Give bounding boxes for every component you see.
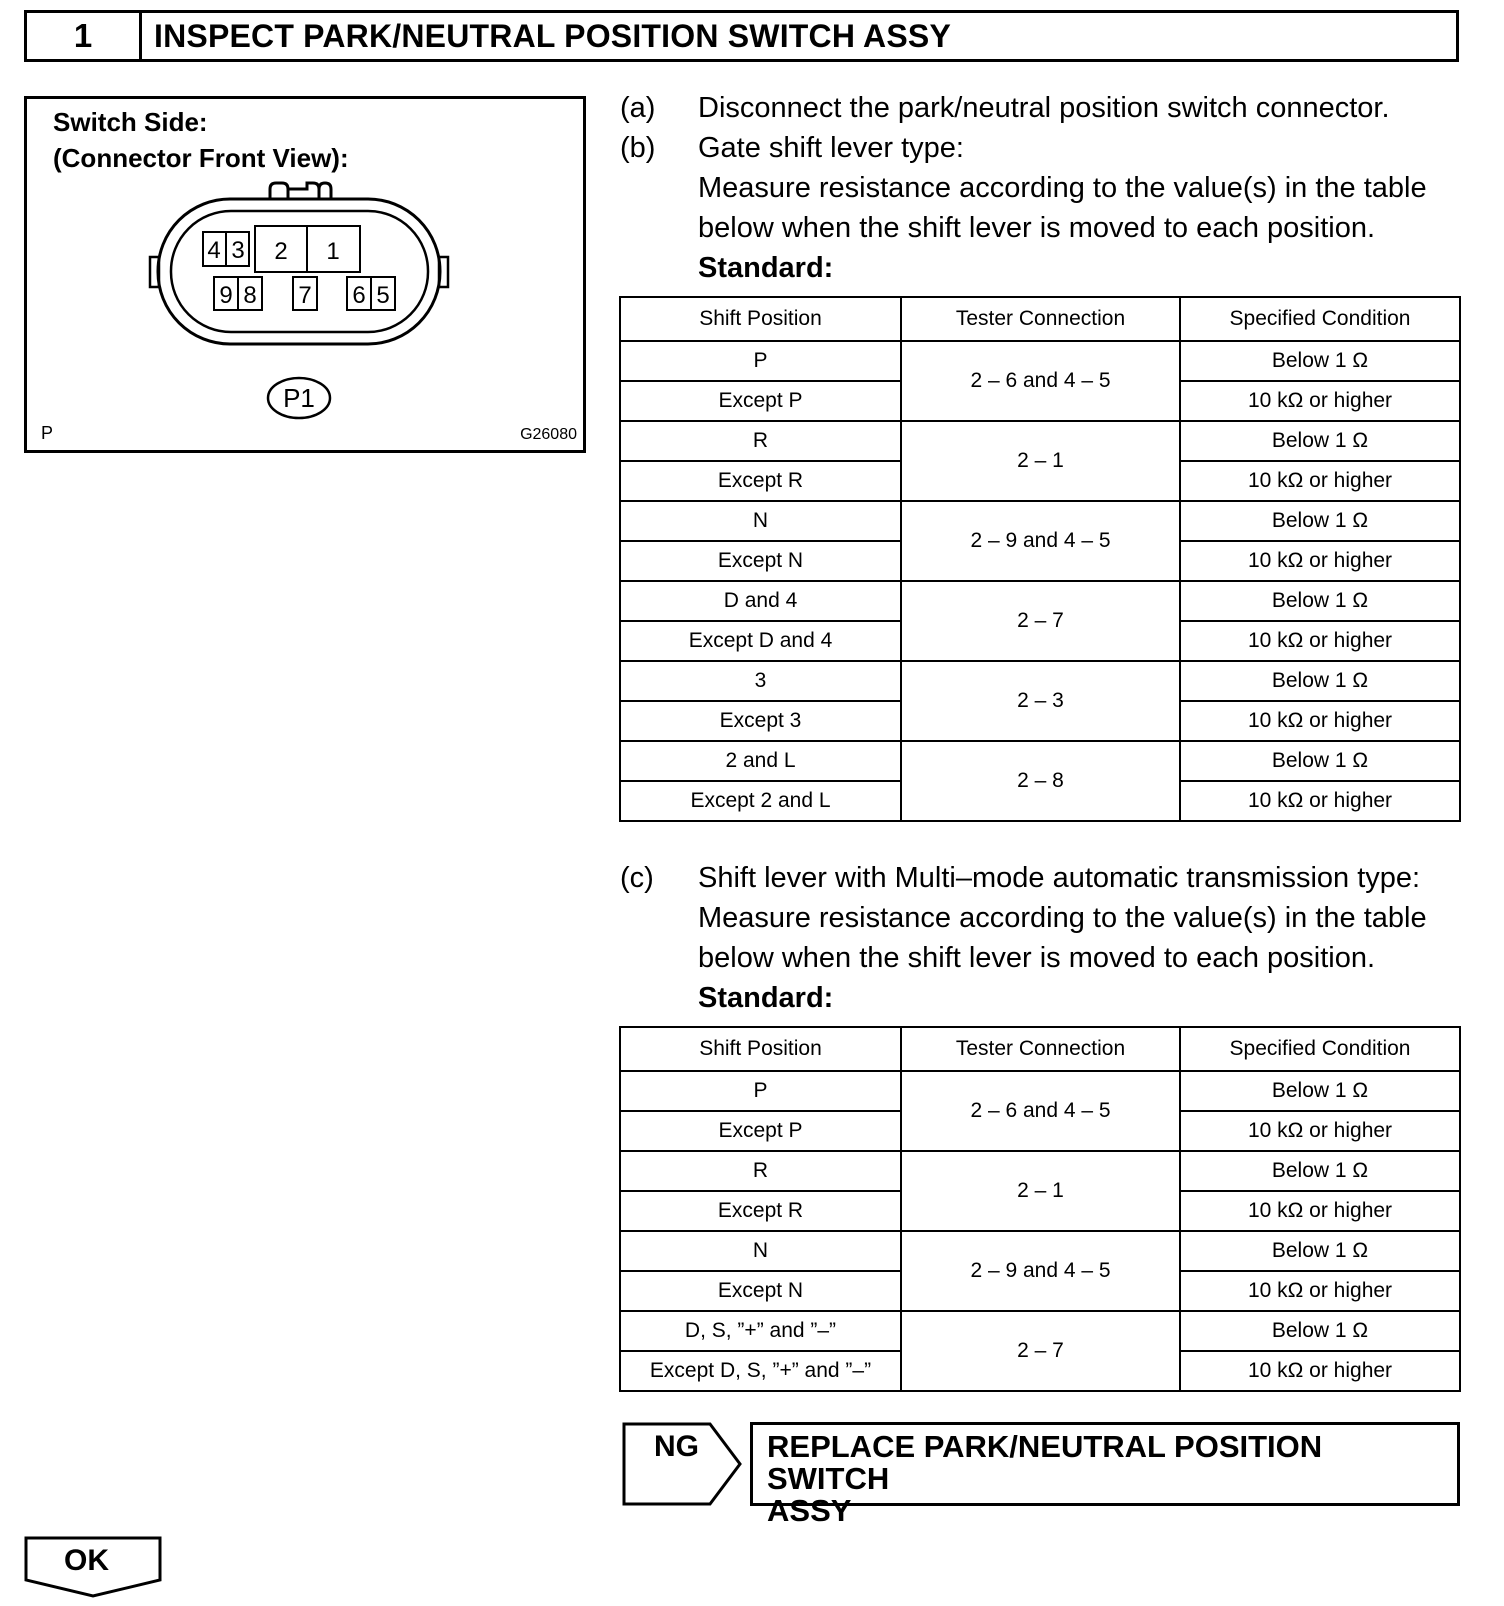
cell-position: N (620, 501, 901, 541)
cell-connection: 2 – 9 and 4 – 5 (901, 1231, 1180, 1311)
ng-result-button[interactable] (622, 1422, 742, 1506)
cell-condition: 10 kΩ or higher (1180, 461, 1460, 501)
pin-label: 6 (352, 282, 366, 309)
header-shift-position: Shift Position (620, 1027, 901, 1071)
connector-code: P1 (283, 383, 315, 413)
figure-id: G26080 (520, 426, 577, 443)
cell-condition: Below 1 Ω (1180, 501, 1460, 541)
cell-condition: 10 kΩ or higher (1180, 381, 1460, 421)
cell-condition: 10 kΩ or higher (1180, 1271, 1460, 1311)
cell-connection: 2 – 1 (901, 1151, 1180, 1231)
cell-position: P (620, 1071, 901, 1111)
table-row (620, 1151, 1460, 1191)
cell-position: Except R (620, 461, 901, 501)
cell-position: Except 2 and L (620, 781, 901, 821)
table-row (620, 1071, 1460, 1111)
cell-position: R (620, 421, 901, 461)
cell-connection: 2 – 6 and 4 – 5 (901, 1071, 1180, 1151)
ok-result-button[interactable] (24, 1536, 162, 1600)
step-a-text: Disconnect the park/neutral position switch connector. (698, 92, 1390, 124)
step-c-standard: Standard: (698, 982, 834, 1014)
header-tester-connection: Tester Connection (901, 1027, 1180, 1071)
header-tester-connection: Tester Connection (901, 297, 1180, 341)
cell-position: Except R (620, 1191, 901, 1231)
cell-condition: 10 kΩ or higher (1180, 1351, 1460, 1391)
figure-label-side: Switch Side: (53, 107, 208, 137)
cell-condition: 10 kΩ or higher (1180, 621, 1460, 661)
pin-label: 3 (231, 237, 245, 264)
step-header (24, 10, 1459, 62)
cell-position: P (620, 341, 901, 381)
cell-connection: 2 – 7 (901, 1311, 1180, 1391)
step-b-label: (b) (620, 132, 656, 164)
cell-position: 3 (620, 661, 901, 701)
step-b-line2: Measure resistance according to the value(s) in the table (698, 172, 1427, 204)
pin-label: 9 (219, 282, 233, 309)
cell-position: 2 and L (620, 741, 901, 781)
cell-connection: 2 – 1 (901, 421, 1180, 501)
cell-condition: Below 1 Ω (1180, 421, 1460, 461)
cell-condition: Below 1 Ω (1180, 1151, 1460, 1191)
cell-position: D, S, ”+” and ”–” (620, 1311, 901, 1351)
cell-condition: 10 kΩ or higher (1180, 1111, 1460, 1151)
pin-label: 8 (243, 282, 257, 309)
cell-condition: 10 kΩ or higher (1180, 1191, 1460, 1231)
cell-position: Except N (620, 1271, 901, 1311)
cell-position: R (620, 1151, 901, 1191)
pin-label: 1 (326, 238, 340, 265)
step-b-line1: Gate shift lever type: (698, 132, 964, 164)
cell-condition: 10 kΩ or higher (1180, 781, 1460, 821)
spec-table-multimode (619, 1026, 1461, 1392)
step-b-line3: below when the shift lever is moved to each position. (698, 212, 1376, 244)
cell-condition: 10 kΩ or higher (1180, 701, 1460, 741)
cell-position: N (620, 1231, 901, 1271)
cell-condition: Below 1 Ω (1180, 1231, 1460, 1271)
figure-label-view: (Connector Front View): (53, 143, 349, 173)
cell-condition: 10 kΩ or higher (1180, 541, 1460, 581)
cell-connection: 2 – 9 and 4 – 5 (901, 501, 1180, 581)
cell-connection: 2 – 6 and 4 – 5 (901, 341, 1180, 421)
table-row (620, 341, 1460, 381)
ng-label: NG (654, 1430, 699, 1463)
cell-position: Except D and 4 (620, 621, 901, 661)
cell-condition: Below 1 Ω (1180, 1311, 1460, 1351)
pin-label: 5 (376, 282, 390, 309)
ok-label: OK (64, 1544, 109, 1577)
figure-corner-label: P (41, 423, 54, 443)
header-specified-condition: Specified Condition (1180, 1027, 1460, 1071)
cell-condition: Below 1 Ω (1180, 581, 1460, 621)
step-a-label: (a) (620, 92, 656, 124)
pin-label: 7 (298, 282, 312, 309)
step-number: 1 (27, 13, 142, 59)
ng-action-line1: REPLACE PARK/NEUTRAL POSITION SWITCH (767, 1429, 1323, 1496)
table-row (620, 501, 1460, 541)
table-row (620, 1231, 1460, 1271)
cell-position: Except N (620, 541, 901, 581)
cell-position: D and 4 (620, 581, 901, 621)
latch-icon (270, 183, 331, 199)
cell-connection: 2 – 7 (901, 581, 1180, 661)
step-title: INSPECT PARK/NEUTRAL POSITION SWITCH ASSY (154, 17, 951, 54)
table-row (620, 661, 1460, 701)
cell-connection: 2 – 8 (901, 741, 1180, 821)
cell-condition: Below 1 Ω (1180, 741, 1460, 781)
pin-label: 2 (274, 238, 288, 265)
cell-condition: Below 1 Ω (1180, 341, 1460, 381)
spec-table-gate (619, 296, 1461, 822)
ng-action-line2: ASSY (767, 1493, 852, 1528)
connector-diagram (27, 99, 583, 450)
step-c-line3: below when the shift lever is moved to each position. (698, 942, 1376, 974)
pin-label: 4 (207, 237, 221, 264)
step-b-standard: Standard: (698, 252, 834, 284)
cell-position: Except D, S, ”+” and ”–” (620, 1351, 901, 1391)
cell-position: Except P (620, 381, 901, 421)
step-c-line2: Measure resistance according to the value(s) in the table (698, 902, 1427, 934)
table-row (620, 581, 1460, 621)
step-c-label: (c) (620, 862, 654, 894)
ng-action-box (750, 1422, 1460, 1528)
connector-figure (24, 96, 586, 453)
header-specified-condition: Specified Condition (1180, 297, 1460, 341)
header-shift-position: Shift Position (620, 297, 901, 341)
step-c-line1: Shift lever with Multi–mode automatic transmission type: (698, 862, 1421, 894)
cell-condition: Below 1 Ω (1180, 661, 1460, 701)
cell-connection: 2 – 3 (901, 661, 1180, 741)
cell-position: Except P (620, 1111, 901, 1151)
cell-condition: Below 1 Ω (1180, 1071, 1460, 1111)
table-row (620, 421, 1460, 461)
table-row (620, 741, 1460, 781)
cell-position: Except 3 (620, 701, 901, 741)
table-row (620, 1311, 1460, 1351)
